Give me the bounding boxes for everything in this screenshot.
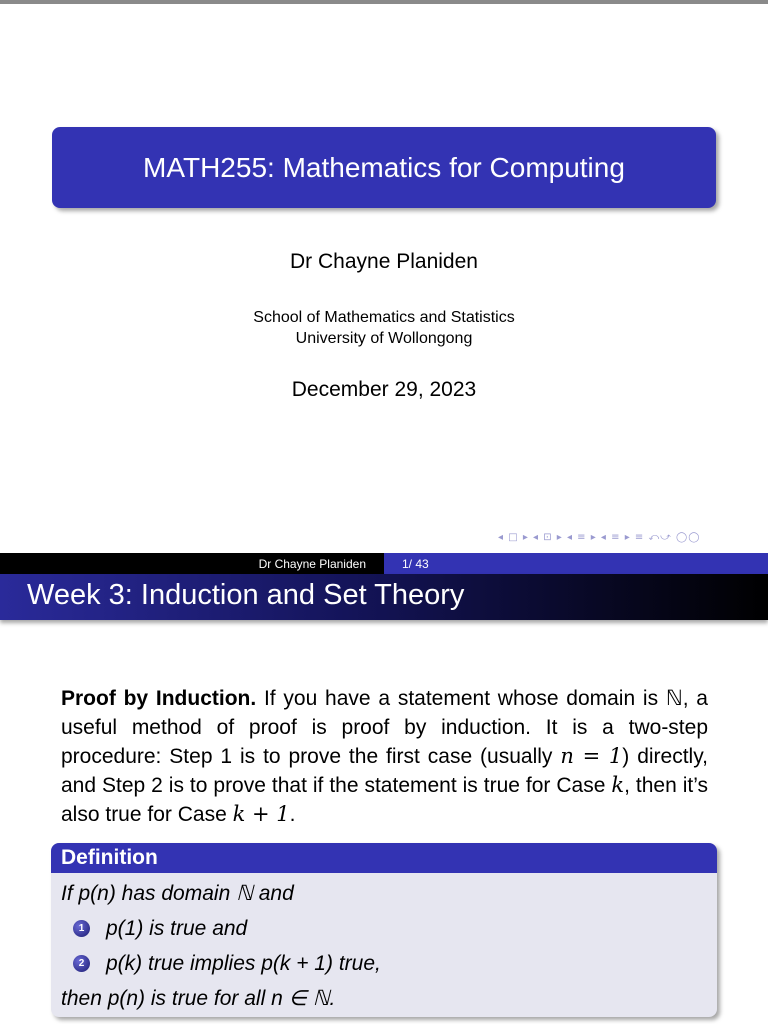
page-number: 1/ 43	[402, 556, 429, 571]
institution	[0, 307, 768, 349]
definition-body	[51, 873, 717, 1016]
para-text: If you have a statement whose domain is	[256, 687, 666, 710]
definition-item	[61, 911, 707, 946]
footline-author-box	[0, 553, 384, 574]
institution-school: School of Mathematics and Statistics	[253, 309, 515, 326]
enumerate-ball-icon: 1	[73, 920, 90, 937]
induction-paragraph	[61, 684, 708, 829]
author-name: Dr Chayne Planiden	[290, 250, 478, 273]
beamer-navigation-icons[interactable]: ◂ □ ▸ ◂ ⊡ ▸ ◂ ≡ ▸ ◂ ≡ ▸ ≡ ⤺⤻ ◯◯	[498, 532, 701, 543]
definition-item-text: p(k) true implies p(k + 1) true,	[106, 952, 381, 975]
para-text: , then it’s also true for Case	[61, 774, 709, 826]
para-text: .	[289, 803, 296, 826]
institution-university: University of Wollongong	[295, 330, 473, 347]
enumerate-ball-icon: 2	[73, 955, 90, 972]
definition-intro: If p(n) has domain ℕ and	[61, 882, 294, 905]
math-n-equals-1: n = 1	[560, 744, 623, 768]
frame-title-bar	[0, 574, 768, 620]
definition-item	[61, 946, 707, 981]
definition-item-text: p(1) is true and	[106, 917, 248, 940]
naturals-symbol: ℕ	[665, 686, 683, 710]
top-edge	[0, 0, 768, 4]
para-text: , a useful method of proof is proof by induction. It is a two-step procedure: Step 1 is to prove the first case (usually	[61, 687, 708, 768]
math-k: k	[611, 773, 625, 797]
definition-conclusion: then p(n) is true for all n ∈ ℕ.	[61, 987, 336, 1010]
presentation-title: MATH255: Mathematics for Computing	[143, 151, 625, 183]
footline-author: Dr Chayne Planiden	[258, 556, 366, 571]
math-k-plus-1: k + 1	[232, 802, 290, 826]
footline	[0, 553, 768, 574]
presentation-date: December 29, 2023	[291, 378, 477, 401]
definition-block	[51, 843, 717, 1017]
para-bold-lead: Proof by Induction.	[61, 687, 257, 710]
frame-title: Week 3: Induction and Set Theory	[27, 579, 465, 611]
footline-page-box	[384, 553, 768, 574]
para-text: ) directly, and Step 2 is to prove that if the statement is true for Case	[61, 745, 708, 797]
definition-header: Definition	[51, 843, 717, 873]
title-block	[52, 127, 716, 208]
